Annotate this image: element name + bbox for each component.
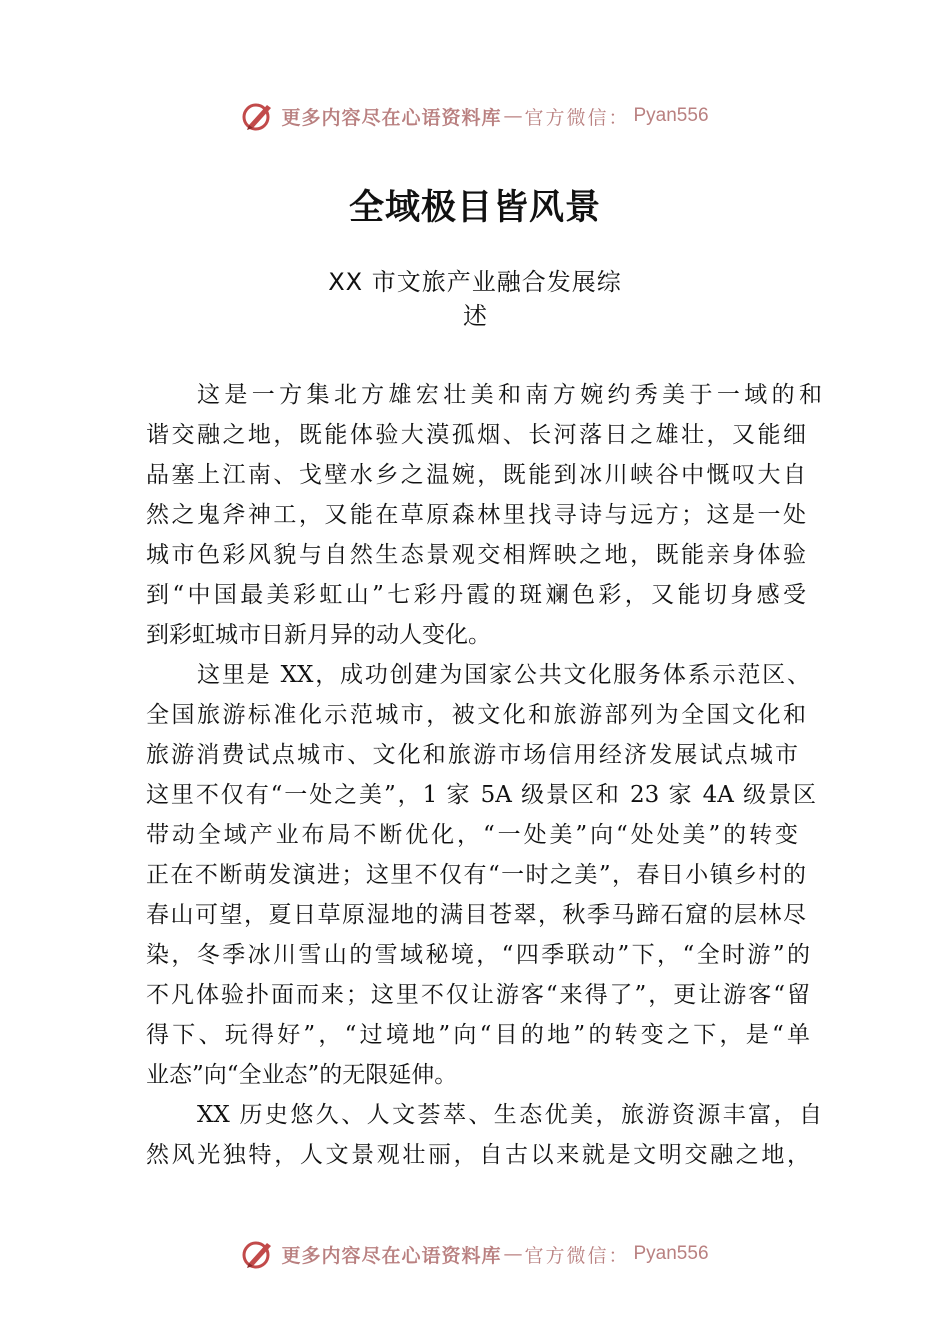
watermark-wechat-id: Pyan556 <box>633 1243 709 1264</box>
body-line: 然之鬼斧神工，又能在草原森林里找寻诗与远方；这是一处 <box>146 502 806 528</box>
body-line: 染，冬季冰川雪山的雪域秘境，“四季联动”下，“全时游”的 <box>146 942 810 968</box>
document-subtitle-line2: 述 <box>463 302 487 330</box>
body-line: 带动全域产业布局不断优化，“一处美”向“处处美”的转变 <box>146 822 798 848</box>
watermark-wechat-label: 官方微信： <box>524 106 630 129</box>
body-line: 到彩虹城市日新月异的动人变化。 <box>146 622 491 648</box>
body-line: 这是一方集北方雄宏壮美和南方婉约秀美于一域的和 <box>197 382 822 408</box>
body-line: 不凡体验扑面而来；这里不仅让游客“来得了”，更让游客“留 <box>146 982 810 1008</box>
body-line: 谐交融之地，既能体验大漠孤烟、长河落日之雄壮，又能细 <box>146 422 806 448</box>
watermark-text: 更多内容尽在心语资料库 <box>281 1244 502 1267</box>
body-line: 到“中国最美彩虹山”七彩丹霞的斑斓色彩，又能切身感受 <box>146 582 806 608</box>
pen-logo-icon <box>241 1237 275 1271</box>
body-line: 然风光独特，人文景观壮丽，自古以来就是文明交融之地， <box>146 1142 810 1168</box>
pen-logo-icon <box>241 99 275 133</box>
body-line: 业态”向“全业态”的无限延伸。 <box>146 1062 458 1088</box>
footer-watermark <box>0 1234 950 1274</box>
watermark-wechat-label: 官方微信： <box>524 1244 630 1267</box>
document-title: 全域极目皆风景 <box>348 187 601 228</box>
body-line: 春山可望，夏日草原湿地的满目苍翠，秋季马蹄石窟的层林尽 <box>146 902 806 928</box>
body-line: 得下、玩得好”，“过境地”向“目的地”的转变之下，是“单 <box>146 1022 810 1048</box>
body-line: 全国旅游标准化示范城市，被文化和旅游部列为全国文化和 <box>146 702 806 728</box>
body-line: 品塞上江南、戈壁水乡之温婉，既能到冰川峡谷中慨叹大自 <box>146 462 806 488</box>
body-line: 正在不断萌发演进；这里不仅有“一时之美”，春日小镇乡村的 <box>146 862 806 888</box>
watermark-text: 更多内容尽在心语资料库 <box>281 106 502 129</box>
body-line: 城市色彩风貌与自然生态景观交相辉映之地，既能亲身体验 <box>146 542 806 568</box>
body-line: 旅游消费试点城市、文化和旅游市场信用经济发展试点城市 <box>146 742 798 768</box>
header-watermark <box>0 96 950 136</box>
watermark-dash: — <box>503 105 523 127</box>
body-line: XX 历史悠久、人文荟萃、生态优美，旅游资源丰富，自 <box>197 1102 822 1128</box>
body-line: 这里不仅有“一处之美”，1 家 5A 级景区和 23 家 4A 级景区 <box>146 782 816 808</box>
document-subtitle-line1: XX 市文旅产业融合发展综 <box>328 268 622 296</box>
watermark-wechat-id: Pyan556 <box>633 105 709 126</box>
watermark-dash: — <box>503 1243 523 1265</box>
body-line: 这里是 XX，成功创建为国家公共文化服务体系示范区、 <box>197 662 810 688</box>
